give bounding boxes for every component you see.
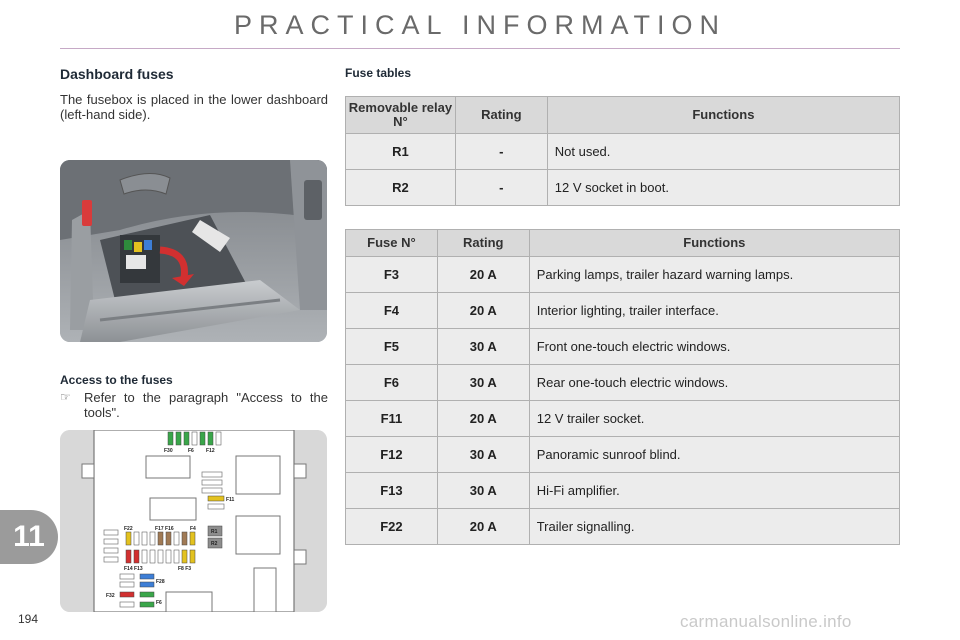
- fuse-number: F4: [346, 293, 438, 329]
- relay-rating: -: [455, 170, 547, 206]
- access-instruction: [60, 390, 328, 420]
- section-title-dashboard-fuses: Dashboard fuses: [60, 66, 174, 82]
- fuse-function: Front one-touch electric windows.: [529, 329, 899, 365]
- diagram-label-f14-f13: F14 F13: [124, 566, 143, 572]
- table-row: [346, 509, 900, 545]
- page-number: 194: [18, 612, 39, 626]
- relay-rating: -: [455, 134, 547, 170]
- fuse-rating: 30 A: [437, 365, 529, 401]
- fuse-function: Parking lamps, trailer hazard warning lamps.: [529, 257, 899, 293]
- access-instruction-text: Refer to the paragraph "Access to the tools".: [84, 390, 328, 420]
- fusebox-photo: [60, 160, 327, 342]
- header-functions: Functions: [547, 97, 899, 134]
- page-header: PRACTICAL INFORMATION: [233, 10, 726, 40]
- fuse-number: F6: [346, 365, 438, 401]
- diagram-label-f22: F22: [124, 526, 133, 532]
- relay-function: Not used.: [547, 134, 899, 170]
- fuse-function: Hi-Fi amplifier.: [529, 473, 899, 509]
- relay-table-header: [346, 97, 900, 134]
- fuse-function: 12 V trailer socket.: [529, 401, 899, 437]
- fuse-function: Interior lighting, trailer interface.: [529, 293, 899, 329]
- table-row: [346, 365, 900, 401]
- fuse-table-header: [346, 230, 900, 257]
- table-row: [346, 473, 900, 509]
- relay-function: 12 V socket in boot.: [547, 170, 899, 206]
- fuse-rating: 30 A: [437, 473, 529, 509]
- fuse-rating: 20 A: [437, 293, 529, 329]
- diagram-label-f6-lower: F6: [156, 600, 162, 606]
- fuse-function: Panoramic sunroof blind.: [529, 437, 899, 473]
- fuse-rating: 20 A: [437, 257, 529, 293]
- chapter-tab: 11: [0, 510, 58, 564]
- diagram-label-f32: F32: [106, 593, 115, 599]
- diagram-label-f11: F11: [226, 497, 235, 503]
- diagram-label-f17-f16: F17 F16: [155, 526, 174, 532]
- table-row: [346, 170, 900, 206]
- fuse-number: F22: [346, 509, 438, 545]
- dashboard-glovebox-illustration: [60, 160, 327, 342]
- table-row: [346, 134, 900, 170]
- fuse-number: F11: [346, 401, 438, 437]
- diagram-label-f8-f3: F8 F3: [178, 566, 192, 572]
- fuse-number: F3: [346, 257, 438, 293]
- header-removable-relay: Removable relay N°: [346, 97, 456, 134]
- diagram-label-f28: F28: [156, 579, 165, 585]
- header-fuse-number: Fuse N°: [346, 230, 438, 257]
- fuse-number: F12: [346, 437, 438, 473]
- table-row: [346, 293, 900, 329]
- fuse-number: F5: [346, 329, 438, 365]
- fuse-rating: 20 A: [437, 509, 529, 545]
- header-divider: [60, 48, 900, 49]
- diagram-label-r2: R2: [211, 541, 218, 547]
- watermark: carmanualsonline.info: [680, 612, 852, 631]
- header-rating: Rating: [437, 230, 529, 257]
- pointing-hand-icon: ☞: [60, 390, 71, 404]
- diagram-label-f12: F12: [206, 448, 215, 454]
- relay-number: R1: [346, 134, 456, 170]
- diagram-label-r1: R1: [211, 529, 218, 535]
- table-row: [346, 437, 900, 473]
- diagram-label-f6: F6: [188, 448, 194, 454]
- diagram-label-f4: F4: [190, 526, 196, 532]
- fusebox-diagram: [60, 430, 327, 612]
- diagram-label-f30: F30: [164, 448, 173, 454]
- table-row: [346, 329, 900, 365]
- fuse-tables-title: Fuse tables: [345, 66, 412, 80]
- fuse-layout-diagram: [60, 430, 327, 612]
- fuse-rating: 30 A: [437, 329, 529, 365]
- fuse-number: F13: [346, 473, 438, 509]
- relay-number: R2: [346, 170, 456, 206]
- table-row: [346, 257, 900, 293]
- fuse-rating: 20 A: [437, 401, 529, 437]
- header-rating: Rating: [455, 97, 547, 134]
- fuse-rating: 30 A: [437, 437, 529, 473]
- header-functions: Functions: [529, 230, 899, 257]
- relay-table: [345, 96, 900, 206]
- access-title: Access to the fuses: [60, 373, 173, 387]
- fusebox-location-text: The fusebox is placed in the lower dashboard (left-hand side).: [60, 92, 328, 122]
- fuse-function: Rear one-touch electric windows.: [529, 365, 899, 401]
- fuse-table: [345, 229, 900, 545]
- table-row: [346, 401, 900, 437]
- fuse-function: Trailer signalling.: [529, 509, 899, 545]
